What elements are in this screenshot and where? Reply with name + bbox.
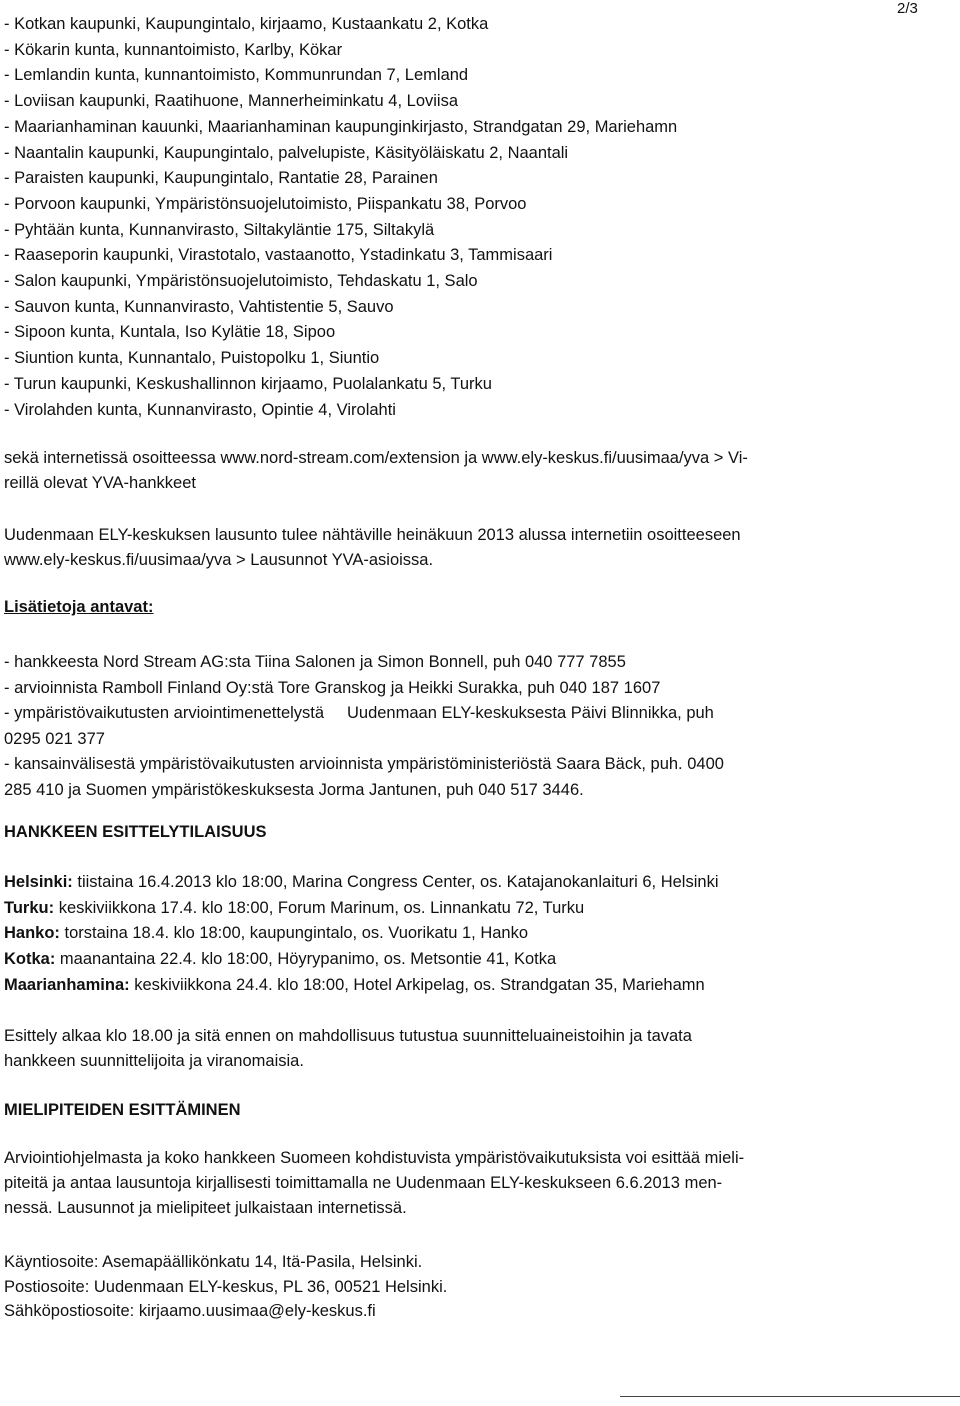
list-item: - Naantalin kaupunki, Kaupungintalo, palvelupiste, Käsityöläiskatu 2, Naantali (4, 143, 569, 162)
contact-line-part: - ympäristövaikutusten arviointimenettelystä (4, 704, 325, 722)
list-item: - Sipoon kunta, Kuntala, Iso Kylätie 18, Sipoo (4, 323, 336, 342)
paragraph-line: www.ely-keskus.fi/uusimaa/yva > Lausunnot YVA-asioissa. (4, 551, 434, 569)
list-item (4, 973, 718, 999)
list-item: - Kökarin kunta, kunnantoimisto, Karlby, Kökar (4, 40, 343, 59)
list-item: - Loviisan kaupunki, Raatihuone, Mannerheiminkatu 4, Loviisa (4, 92, 459, 111)
event-list (4, 870, 718, 999)
page-number: 2/3 (897, 0, 918, 17)
event-city: Maarianhamina: (4, 975, 130, 994)
visiting-address: Käyntiosoite: Asemapäällikönkatu 14, Itä-Pasila, Helsinki. (4, 1253, 423, 1271)
event-city: Turku: (4, 898, 55, 917)
footer-divider (620, 1396, 960, 1397)
presentation-paragraph (4, 1024, 914, 1074)
list-item: - Lemlandin kunta, kunnantoimisto, Kommunrundan 7, Lemland (4, 66, 469, 85)
contact-line (4, 701, 914, 727)
list-item (4, 870, 718, 896)
contact-list (4, 650, 914, 803)
paragraph-line: Uudenmaan ELY-keskuksen lausunto tulee nähtäville heinäkuun 2013 alussa internetiin osoitteeseen (4, 526, 741, 544)
contact-line-part: Uudenmaan ELY-keskuksesta Päivi Blinnikka, puh (346, 704, 714, 722)
event-details: keskiviikkona 17.4. klo 18:00, Forum Marinum, os. Linnankatu 72, Turku (54, 898, 585, 917)
paragraph-line: nessä. Lausunnot ja mielipiteet julkaistaan internetissä. (4, 1199, 407, 1217)
paragraph-line: Arviointiohjelmasta ja koko hankkeen Suomeen kohdistuvista ympäristövaikutuksista voi esittää mieli- (4, 1149, 745, 1167)
contact-line: - hankkeesta Nord Stream AG:sta Tiina Salonen ja Simon Bonnell, puh 040 777 7855 (4, 653, 626, 671)
event-city: Hanko: (4, 924, 60, 943)
list-item: - Siuntion kunta, Kunnantalo, Puistopolku 1, Siuntio (4, 349, 380, 368)
list-item: - Salon kaupunki, Ympäristönsuojelutoimisto, Tehdaskatu 1, Salo (4, 272, 478, 291)
list-item: - Paraisten kaupunki, Kaupungintalo, Rantatie 28, Parainen (4, 169, 438, 188)
list-item (4, 896, 718, 922)
contact-line: - kansainvälisestä ympäristövaikutusten arvioinnista ympäristöministeriöstä Saara Bäck, puh. 0400 (4, 755, 724, 773)
list-item: - Pyhtään kunta, Kunnanvirasto, Siltakyläntie 175, Siltakylä (4, 220, 435, 239)
opinions-paragraph (4, 1146, 914, 1221)
paragraph-line: Esittely alkaa klo 18.00 ja sitä ennen on mahdollisuus tutustua suunnitteluaineistoihin ja tavata (4, 1027, 692, 1045)
event-city: Kotka: (4, 950, 56, 969)
contact-line: 285 410 ja Suomen ympäristökeskuksesta Jorma Jantunen, puh 040 517 3446. (4, 780, 584, 799)
more-info-heading: Lisätietoja antavat: (4, 598, 154, 616)
list-item: - Raaseporin kaupunki, Virastotalo, vastaanotto, Ystadinkatu 3, Tammisaari (4, 246, 553, 265)
contact-line: - arvioinnista Ramboll Finland Oy:stä Tore Granskog ja Heikki Surakka, puh 040 187 1607 (4, 678, 661, 697)
paragraph-line: piteitä ja antaa lausuntoja kirjallisesti toimittamalla ne Uudenmaan ELY-keskukseen 6.6.2013 men- (4, 1174, 723, 1192)
paragraph-line: reillä olevat YVA-hankkeet (4, 474, 196, 492)
list-item (4, 921, 718, 947)
location-list (4, 12, 677, 423)
list-item: - Porvoon kaupunki, Ympäristönsuojelutoimisto, Piispankatu 38, Porvoo (4, 194, 527, 213)
email-address: Sähköpostiosoite: kirjaamo.uusimaa@ely-keskus.fi (4, 1302, 376, 1320)
internet-paragraph (4, 446, 914, 496)
paragraph-line: sekä internetissä osoitteessa www.nord-stream.com/extension ja www.ely-keskus.fi/uusimaa/yva > Vi- (4, 449, 748, 467)
list-item: - Sauvon kunta, Kunnanvirasto, Vahtistentie 5, Sauvo (4, 297, 394, 316)
event-details: keskiviikkona 24.4. klo 18:00, Hotel Arkipelag, os. Strandgatan 35, Mariehamn (129, 975, 705, 994)
list-item: - Turun kaupunki, Keskushallinnon kirjaamo, Puolalankatu 5, Turku (4, 374, 492, 393)
presentation-heading: HANKKEEN ESITTELYTILAISUUS (4, 823, 267, 841)
contact-line: 0295 021 377 (4, 729, 105, 748)
list-item: - Maarianhaminan kauunki, Maarianhaminan kaupunginkirjasto, Strandgatan 29, Mariehamn (4, 117, 678, 136)
event-details: tiistaina 16.4.2013 klo 18:00, Marina Congress Center, os. Katajanokanlaituri 6, Helsinki (72, 873, 719, 891)
event-details: torstaina 18.4. klo 18:00, kaupungintalo, os. Vuorikatu 1, Hanko (59, 924, 529, 943)
paragraph-line: hankkeen suunnittelijoita ja viranomaisia. (4, 1052, 304, 1070)
list-item: - Virolahden kunta, Kunnanvirasto, Opintie 4, Virolahti (4, 400, 396, 419)
opinions-heading: MIELIPITEIDEN ESITTÄMINEN (4, 1101, 241, 1119)
footer-addresses (4, 1250, 447, 1324)
statement-paragraph (4, 523, 914, 573)
event-details: maanantaina 22.4. klo 18:00, Höyrypanimo, os. Metsontie 41, Kotka (55, 950, 557, 969)
list-item (4, 947, 718, 973)
list-item: - Kotkan kaupunki, Kaupungintalo, kirjaamo, Kustaankatu 2, Kotka (4, 15, 489, 33)
postal-address: Postiosoite: Uudenmaan ELY-keskus, PL 36, 00521 Helsinki. (4, 1277, 448, 1296)
event-city: Helsinki: (4, 873, 73, 891)
